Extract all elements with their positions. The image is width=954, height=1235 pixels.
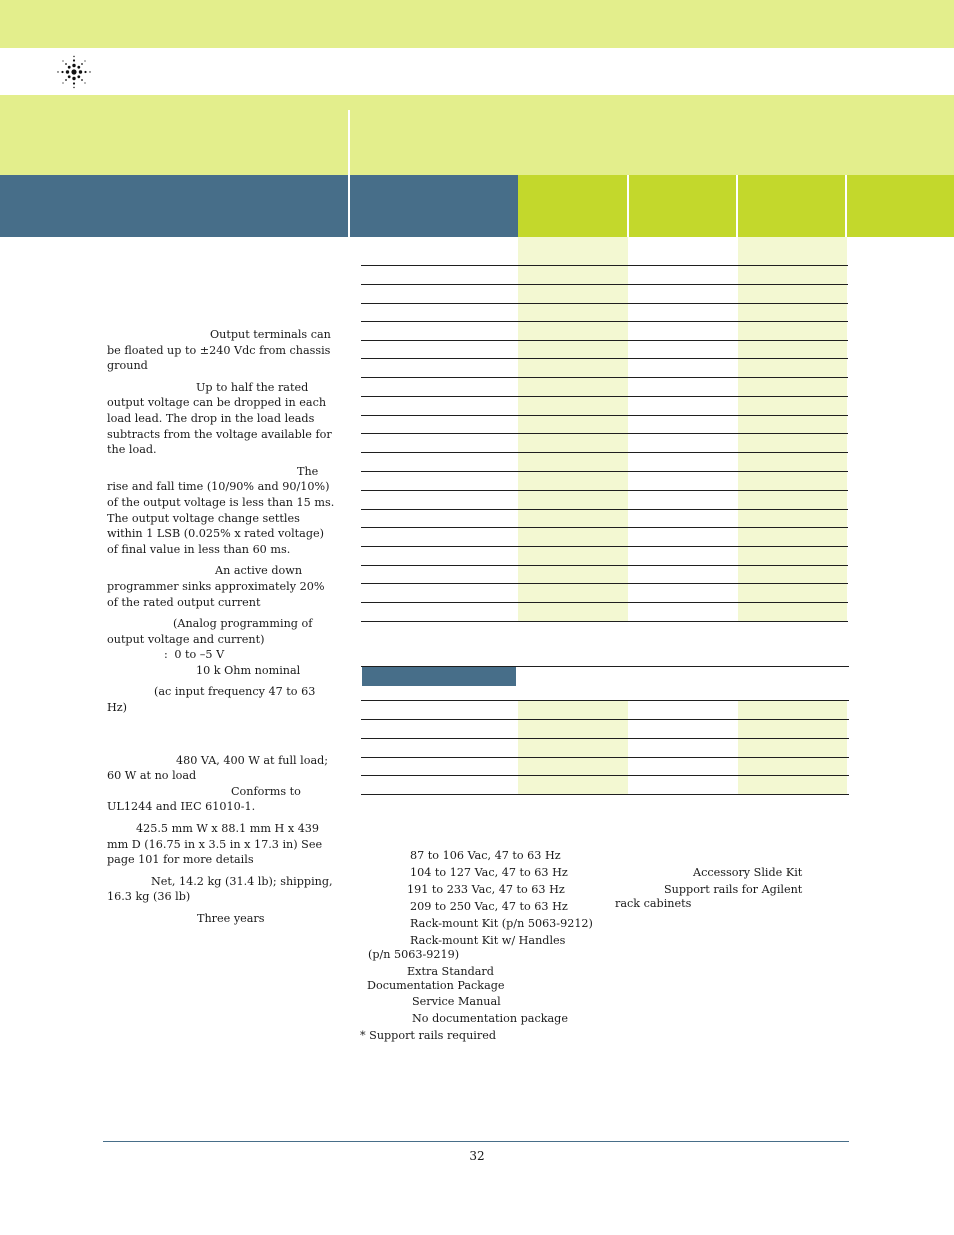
- table-row-rule: [361, 546, 848, 547]
- table-row-rule: [361, 738, 849, 739]
- spec-floating-voltage: Output terminals can be floated up to ±240 Vdc from chassis ground: [107, 328, 331, 373]
- table-row-rule: [361, 700, 849, 701]
- table-header-divider: [348, 175, 350, 237]
- spec-analog-programming-desc: (Analog programming of output voltage and current): [107, 617, 313, 646]
- table-column-shade: [738, 700, 847, 794]
- spec-weight: Net, 14.2 kg (31.4 lb); shipping, 16.3 kg (36 lb): [107, 874, 333, 904]
- table-row-rule: [361, 583, 848, 584]
- table-row-rule: [361, 602, 848, 603]
- table-row-rule: [361, 527, 848, 528]
- spec-analog-range-prefix: :: [164, 648, 168, 662]
- option-item: Service Manual: [412, 995, 501, 1009]
- supplemental-specs: [107, 327, 337, 933]
- table-row-rule: [361, 340, 848, 341]
- spec-analog-range: 0 to –5 V: [174, 648, 225, 662]
- accessory-item: rack cabinets: [615, 896, 692, 910]
- spec-ac-input: (ac input frequency 47 to 63 Hz): [107, 685, 316, 715]
- option-item: Rack-mount Kit (p/n 5063-9212): [410, 916, 593, 930]
- table-row-rule: [361, 471, 848, 472]
- table-header-blue: [0, 175, 518, 237]
- top-band: [0, 0, 954, 48]
- footer-rule: [103, 1141, 849, 1142]
- table-row-rule: [361, 775, 849, 776]
- table-row-rule: [361, 303, 848, 304]
- option-item: Documentation Package: [367, 978, 505, 992]
- accessory-item: Support rails for Agilent: [664, 882, 803, 896]
- option-item: (p/n 5063-9219): [368, 947, 460, 961]
- spec-input-power: 480 VA, 400 W at full load; 60 W at no load: [107, 753, 329, 783]
- option-item: Extra Standard: [407, 964, 494, 978]
- spec-analog-impedance: 10 k Ohm nominal: [196, 663, 301, 677]
- spec-down-programming: An active down programmer sinks approximately 20% of the rated output current: [107, 564, 325, 609]
- option-item: 87 to 106 Vac, 47 to 63 Hz: [410, 849, 561, 862]
- sub-table-header: [362, 667, 516, 686]
- table-row-rule: [361, 490, 848, 491]
- table-row-rule: [361, 284, 848, 285]
- spec-regulatory: Conforms to UL1244 and IEC 61010-1.: [107, 784, 301, 814]
- table-column-shade: [518, 700, 628, 794]
- table-header-gap: [845, 175, 847, 237]
- title-band: [0, 95, 954, 175]
- table-row-rule: [361, 415, 848, 416]
- option-item: No documentation package: [412, 1012, 568, 1026]
- option-item: 104 to 127 Vac, 47 to 63 Hz: [410, 865, 568, 879]
- option-item: Rack-mount Kit w/ Handles: [410, 933, 566, 947]
- table-row-rule: [361, 757, 849, 758]
- spec-analog-programming: [107, 616, 337, 678]
- logo-band: [0, 48, 954, 95]
- table-row-rule: [361, 433, 848, 434]
- options-list: [360, 849, 610, 1046]
- spec-remote-sensing: Up to half the rated output voltage can be dropped in each load lead. The drop in the load leads subtracts from the voltage available for the load.: [107, 380, 332, 457]
- table-row-rule: [361, 509, 848, 510]
- table-row-rule: [361, 377, 848, 378]
- spec-warranty: Three years: [197, 912, 265, 925]
- accessory-item: Accessory Slide Kit: [693, 866, 803, 879]
- option-footnote: * Support rails required: [360, 1029, 496, 1043]
- table-row-rule: [361, 396, 848, 397]
- spec-programming-response: The rise and fall time (10/90% and 90/10%) of the output voltage is less than 15 ms. The output voltage change settles within 1 LSB (0.025% x rated voltage) of final value in less than 60 ms.: [107, 464, 335, 556]
- table-row-rule: [361, 452, 848, 453]
- table-header-gap: [627, 175, 629, 237]
- table-row-rule: [361, 321, 848, 322]
- option-item: 191 to 233 Vac, 47 to 63 Hz: [407, 882, 565, 896]
- table-column-shade: [738, 237, 847, 621]
- title-band-divider: [348, 110, 350, 175]
- table-row-rule: [361, 565, 848, 566]
- table-row-rule: [361, 621, 848, 622]
- accessories-list: [615, 866, 825, 914]
- table-header-gap: [736, 175, 738, 237]
- option-item: 209 to 250 Vac, 47 to 63 Hz: [410, 899, 568, 913]
- table-row-rule: [361, 794, 849, 795]
- spec-dimensions: 425.5 mm W x 88.1 mm H x 439 mm D (16.75 in x 3.5 in x 17.3 in) See page 101 for more details: [107, 822, 323, 867]
- table-column-shade: [518, 237, 628, 621]
- table-row-rule: [361, 719, 849, 720]
- table-row-rule: [361, 265, 848, 266]
- agilent-spark-icon: [54, 54, 94, 90]
- table-row-rule: [361, 358, 848, 359]
- page-number: 32: [469, 1149, 485, 1163]
